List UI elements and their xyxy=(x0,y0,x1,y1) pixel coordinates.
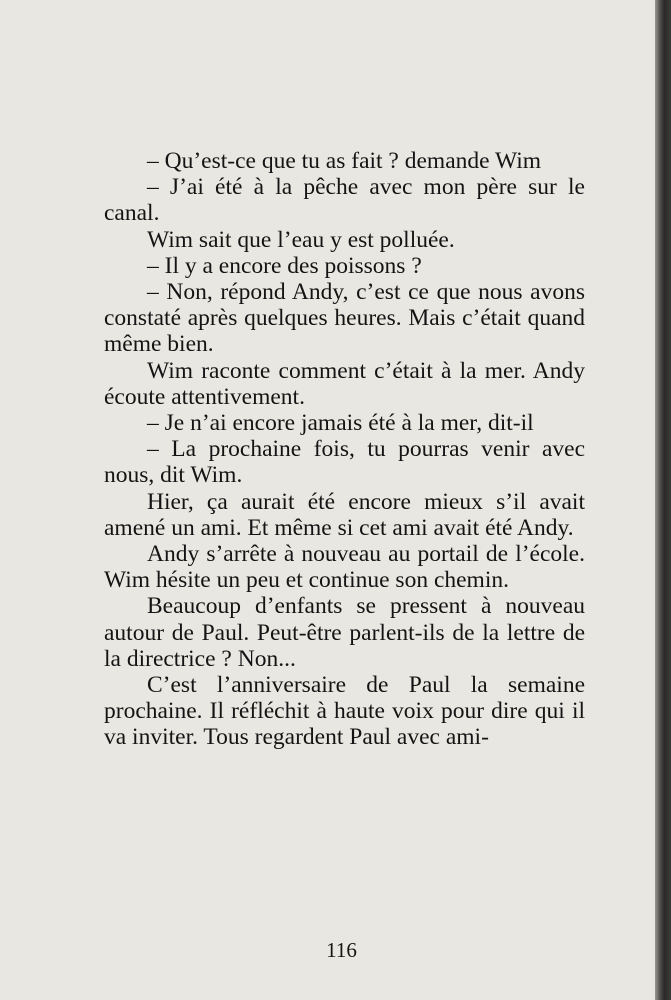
paragraph-11: Beaucoup d’enfants se pressent à nouveau autour de Paul. Peut-être parlent-ils de la lettre de la directrice ? Non... xyxy=(104,593,585,672)
paragraph-5: – Non, répond Andy, c’est ce que nous avons constaté après quelques heures. Mais c’était quand même bien. xyxy=(104,279,585,358)
paragraph-12: C’est l’anniversaire de Paul la semaine prochaine. Il réfléchit à haute voix pour dire qui il va inviter. Tous regardent Paul avec ami- xyxy=(104,672,585,751)
paragraph-9: Hier, ça aurait été encore mieux s’il avait amené un ami. Et même si cet ami avait été Andy. xyxy=(104,488,585,541)
paragraph-7: – Je n’ai encore jamais été à la mer, dit-il xyxy=(147,410,534,437)
book-gutter xyxy=(655,0,671,1000)
paragraph-10: Andy s’arrête à nouveau au portail de l’école. Wim hésite un peu et continue son chemin. xyxy=(104,541,585,594)
paragraph-8: – La prochaine fois, tu pourras venir avec nous, dit Wim. xyxy=(104,436,585,489)
body-text xyxy=(104,148,585,751)
paragraph-4: – Il y a encore des poissons ? xyxy=(147,252,422,279)
paragraph-2: – J’ai été à la pêche avec mon père sur le canal. xyxy=(104,174,585,227)
paragraph-3: Wim sait que l’eau y est polluée. xyxy=(147,226,455,253)
page-number: 116 xyxy=(326,938,357,962)
paragraph-1: – Qu’est-ce que tu as fait ? demande Wim xyxy=(147,148,542,174)
paragraph-6: Wim raconte comment c’était à la mer. Andy écoute attentivement. xyxy=(104,357,585,410)
